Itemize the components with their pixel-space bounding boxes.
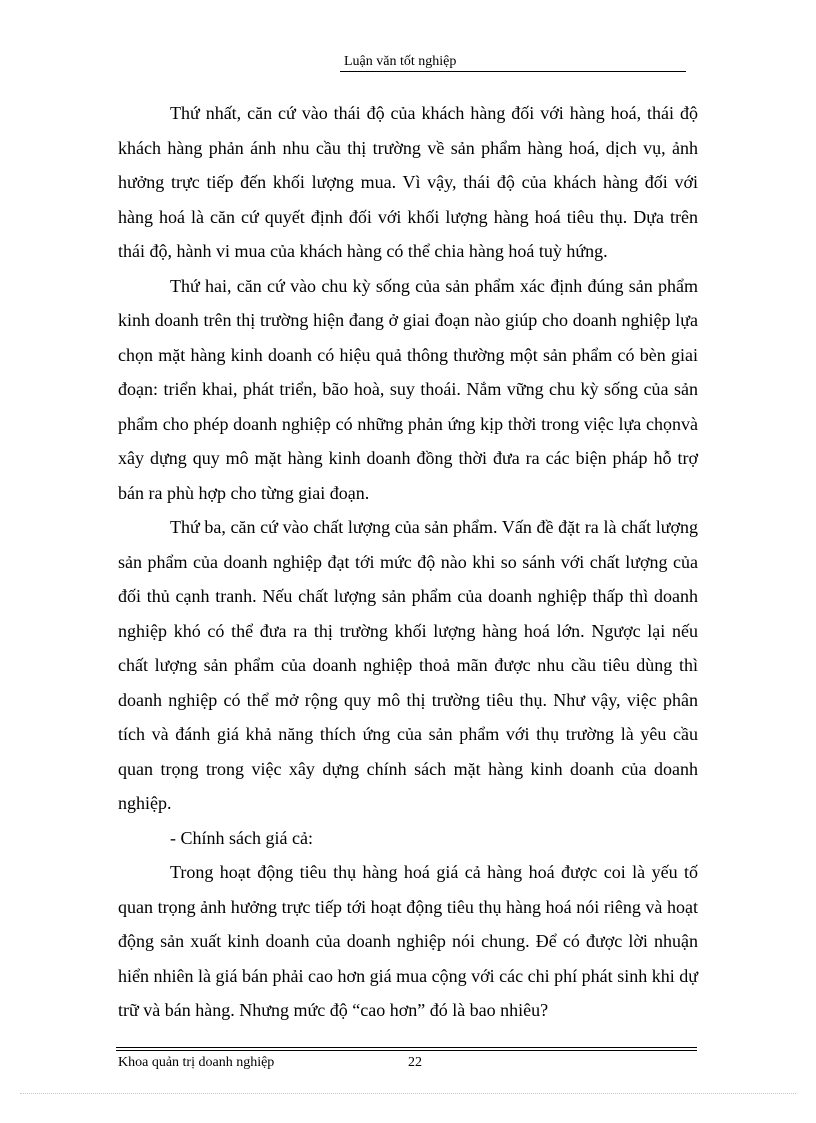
running-header [340,53,686,72]
footer-rule-bottom [116,1050,697,1051]
header-title: Luận văn tốt nghiệp [344,54,457,69]
page-number: 22 [408,1055,422,1070]
paragraph-3: Thứ ba, căn cứ vào chất lượng của sản phẩm. Vấn đề đặt ra là chất lượng sản phẩm của doanh nghiệp đạt tới mức độ nào khi so sánh với chất lượng của đối thủ cạnh tranh. Nếu chất lượng sản phẩm của doanh nghiệp thấp thì doanh nghiệp khó có thể đưa ra thị trường khối lượng hàng hoá lớn. Ngược lại nếu chất lượng sản phẩm của doanh nghiệp thoả mãn được nhu cầu tiêu dùng thì doanh nghiệp có thể mở rộng quy mô thị trường tiêu thụ. Như vậy, việc phân tích và đánh giá khả năng thích ứng của sản phẩm với thụ trường là yêu cầu quan trọng trong việc xây dựng chính sách mặt hàng kinh doanh của doanh nghiệp. [118,517,698,813]
footer-rule-top [116,1047,697,1048]
section-heading-price-policy: - Chính sách giá cả: [170,827,313,848]
paragraph-1: Thứ nhất, căn cứ vào thái độ của khách hàng đối với hàng hoá, thái độ khách hàng phản ánh nhu cầu thị trường về sản phẩm hàng hoá, dịch vụ, ảnh hưởng trực tiếp đến khối lượng mua. Vì vậy, thái độ của khách hàng đối với hàng hoá là căn cứ quyết định đối với khối lượng hàng hoá tiêu thụ. Dựa trên thái độ, hành vi mua của khách hàng có thể chia hàng hoá tuỳ hứng. [118,103,698,261]
document-body [118,96,698,1028]
paragraph-4: Trong hoạt động tiêu thụ hàng hoá giá cả hàng hoá được coi là yếu tố quan trọng ảnh hưởng trực tiếp tới hoạt động tiêu thụ hàng hoá nói riêng và hoạt động sản xuất kinh doanh của doanh nghiệp nói chung. Để có được lời nhuận hiển nhiên là giá bán phải cao hơn giá mua cộng với các chi phí phát sinh khi dự trữ và bán hàng. Nhưng mức độ “cao hơn” đó là bao nhiêu? [118,862,698,1020]
paragraph-2: Thứ hai, căn cứ vào chu kỳ sống của sản phẩm xác định đúng sản phẩm kinh doanh trên thị trường hiện đang ở giai đoạn nào giúp cho doanh nghiệp lựa chọn mặt hàng kinh doanh có hiệu quả thông thường một sản phẩm có bèn giai đoạn: triển khai, phát triển, bão hoà, suy thoái. Nắm vững chu kỳ sống của sản phẩm cho phép doanh nghiệp có những phản ứng kịp thời trong việc lựa chọnvà xây dựng quy mô mặt hàng kinh doanh đồng thời đưa ra các biện pháp hỗ trợ bán ra phù hợp cho từng giai đoạn. [118,275,698,503]
page-edge-dotted-line [20,1093,796,1094]
footer-department: Khoa quản trị doanh nghiệp [118,1055,275,1070]
running-footer [118,1055,698,1075]
